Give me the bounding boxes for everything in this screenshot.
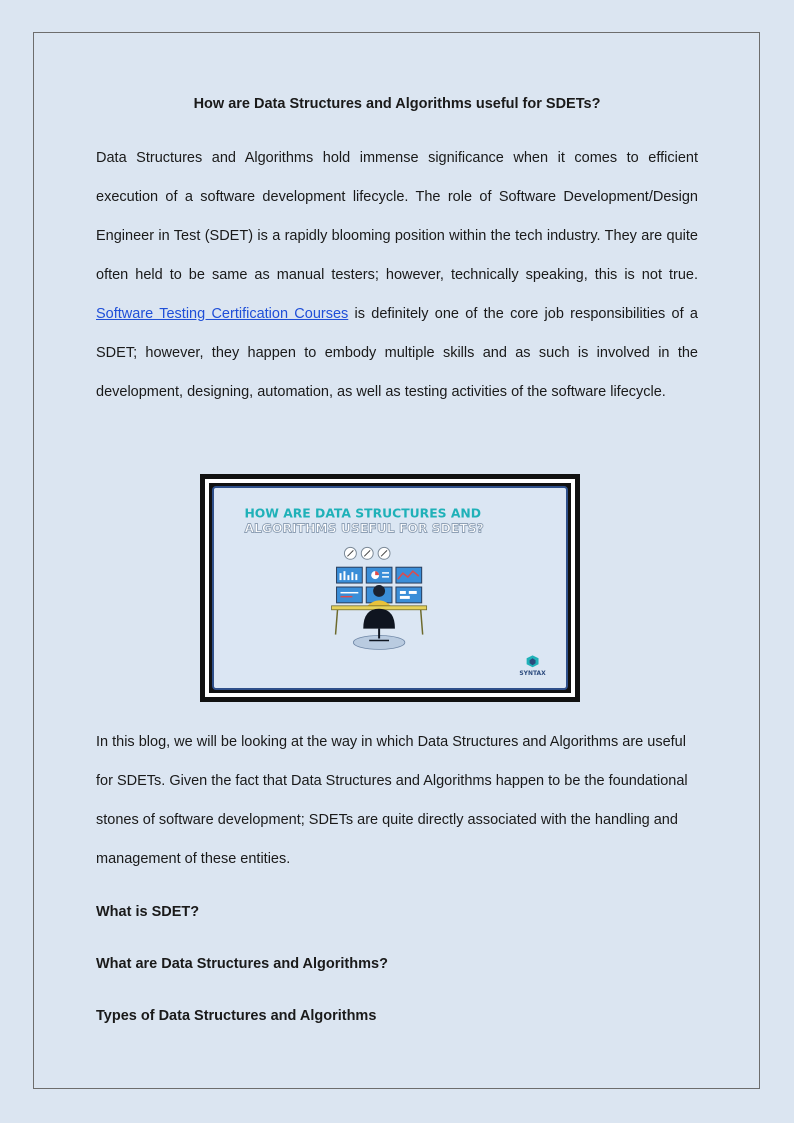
heading-what-is-sdet: What is SDET?	[96, 904, 200, 920]
figure-illustration	[214, 488, 566, 688]
heading-types-of-dsa: Types of Data Structures and Algorithms	[96, 1008, 377, 1024]
figure-headline-line1: HOW ARE DATA STRUCTURES AND	[244, 506, 482, 521]
chair-icon	[353, 609, 404, 650]
software-testing-courses-link[interactable]: Software Testing Certification Courses	[96, 306, 349, 322]
intro-text-before-link: Data Structures and Algorithms hold immense significance when it comes to efficient execution of a software development lifecycle. The role of Software Development/Design Engineer in Test (SDET) is a rapidly blooming position within the tech industry. They are quite often held to be same as manual testers; however, technically speaking, this is not true.	[96, 150, 698, 283]
brand-name: SYNTAX	[519, 670, 546, 678]
second-paragraph: In this blog, we will be looking at the way in which Data Structures and Algorithms are useful for SDETs. Given the fact that Data Structures and Algorithms happen to be the foundational stones of software development; SDETs are quite directly associated with the handling and management of these entities.	[96, 734, 688, 867]
article-title: How are Data Structures and Algorithms useful for SDETs?	[193, 96, 601, 112]
gauge-icons	[344, 547, 390, 559]
figure-headline-line2: ALGORITHMS USEFUL FOR SDETS?	[244, 521, 484, 536]
figure-card	[212, 486, 568, 690]
syntax-logo-icon	[519, 655, 546, 677]
article-figure	[200, 474, 580, 702]
heading-what-are-dsa: What are Data Structures and Algorithms?	[96, 956, 388, 972]
intro-paragraph	[96, 139, 698, 412]
intro-text-after-link: is definitely one of the core job responsibilities of a SDET; however, they happen to embody multiple skills and as such is involved in the development, designing, automation, as well as testing activities of the software lifecycle.	[96, 306, 698, 400]
